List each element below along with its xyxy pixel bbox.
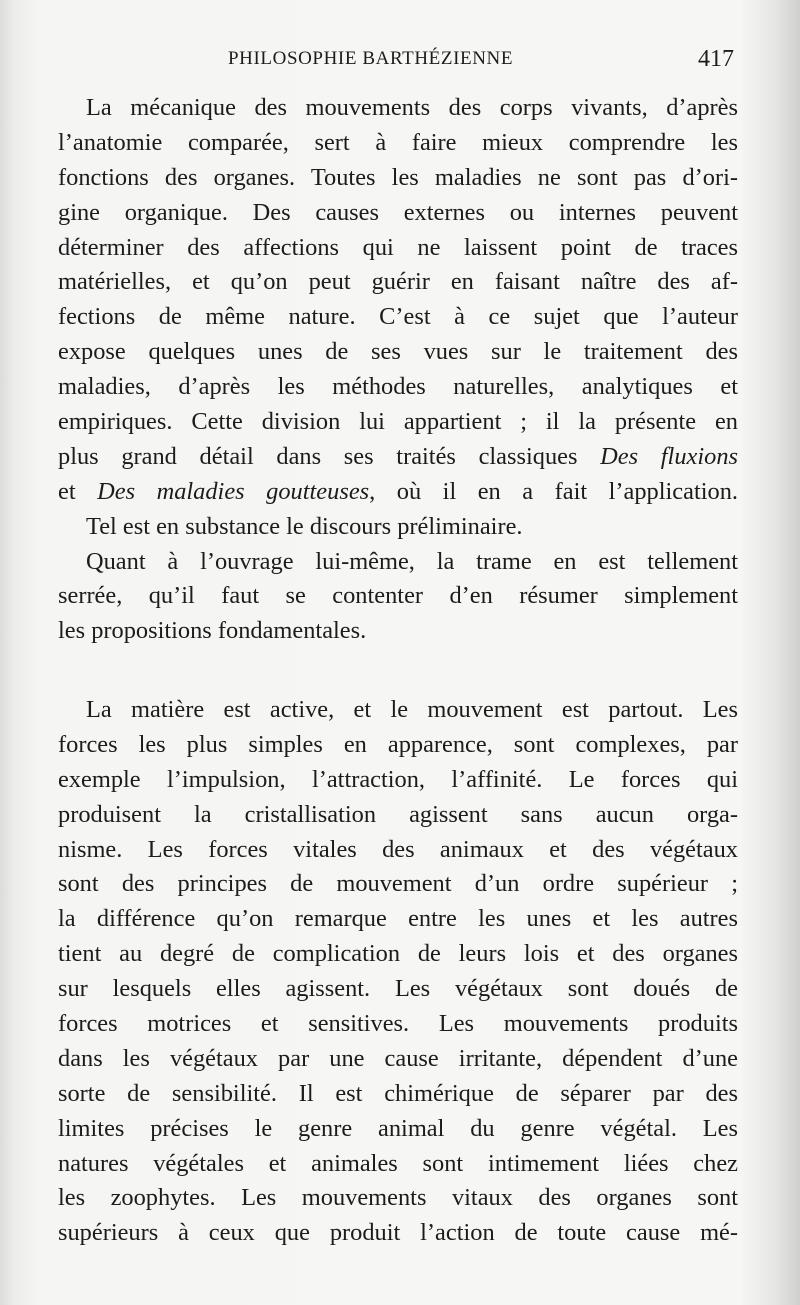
text-segment: et bbox=[58, 477, 98, 505]
text-line: sorte de sensibilité. Il est chimérique de séparer par des bbox=[58, 1079, 738, 1107]
paragraph-group-2 bbox=[58, 693, 738, 1251]
text-line: natures végétales et animales sont intimement liées chez bbox=[58, 1149, 738, 1177]
text-line: Quant à l’ouvrage lui-même, la trame en est tellement bbox=[86, 547, 738, 575]
text-line bbox=[58, 440, 738, 475]
text-line: La matière est active, et le mouvement est partout. Les bbox=[86, 696, 738, 723]
text-line: sont des principes de mouvement d’un ordre supérieur ; bbox=[58, 870, 738, 898]
text-line: exemple l’impulsion, l’attraction, l’affinité. Le forces qui bbox=[58, 765, 738, 793]
text-line: nisme. Les forces vitales des animaux et des végétaux bbox=[58, 835, 738, 863]
text-line: produisent la cristallisation agissent sans aucun orga- bbox=[58, 800, 738, 828]
text-line: forces les plus simples en apparence, sont complexes, par bbox=[58, 730, 738, 758]
text-line: Tel est en substance le discours préliminaire. bbox=[86, 512, 523, 540]
text-line: sur lesquels elles agissent. Les végétaux sont doués de bbox=[58, 975, 738, 1003]
text-line: empiriques. Cette division lui appartient ; il la présente en bbox=[58, 408, 738, 436]
paragraph-group-1 bbox=[58, 91, 738, 649]
text-line: matérielles, et qu’on peut guérir en faisant naître des af- bbox=[58, 268, 738, 296]
text-line: gine organique. Des causes externes ou internes peuvent bbox=[58, 198, 738, 226]
text-line: expose quelques unes de ses vues sur le traitement des bbox=[58, 338, 738, 366]
text-line: limites précises le genre animal du genre végétal. Les bbox=[58, 1114, 738, 1142]
text-line: fections de même nature. C’est à ce sujet que l’auteur bbox=[58, 303, 738, 331]
text-line: déterminer des affections qui ne laissent point de traces bbox=[58, 233, 738, 261]
text-segment: , où il en a fait l’application. bbox=[369, 477, 738, 505]
text-line: serrée, qu’il faut se contenter d’en résumer simplement bbox=[58, 582, 738, 610]
text-line: l’anatomie comparée, sert à faire mieux comprendre les bbox=[58, 128, 738, 156]
book-title-italic: Des maladies goutteuses bbox=[97, 477, 370, 505]
book-title-italic: Des fluxions bbox=[600, 442, 739, 470]
text-line: maladies, d’après les méthodes naturelles, analytiques et bbox=[58, 373, 738, 401]
page-number: 417 bbox=[698, 46, 734, 72]
text-segment: plus grand détail dans ses traités classiques bbox=[58, 442, 601, 470]
text-line bbox=[58, 475, 738, 510]
text-line: supérieurs à ceux que produit l’action de toute cause mé- bbox=[58, 1219, 738, 1247]
text-line: les zoophytes. Les mouvements vitaux des organes sont bbox=[58, 1184, 738, 1212]
page-header bbox=[58, 46, 738, 76]
running-title: PHILOSOPHIE BARTHÉZIENNE bbox=[228, 48, 514, 69]
text-line: forces motrices et sensitives. Les mouvements produits bbox=[58, 1010, 738, 1038]
text-line: fonctions des organes. Toutes les maladies ne sont pas d’ori- bbox=[58, 163, 738, 191]
text-line: les propositions fondamentales. bbox=[58, 617, 367, 645]
text-line: tient au degré de complication de leurs lois et des organes bbox=[58, 940, 738, 968]
text-line: dans les végétaux par une cause irritante, dépendent d’une bbox=[58, 1044, 738, 1072]
text-line: La mécanique des mouvements des corps vivants, d’après bbox=[86, 94, 738, 121]
text-line: la différence qu’on remarque entre les unes et les autres bbox=[58, 905, 738, 933]
